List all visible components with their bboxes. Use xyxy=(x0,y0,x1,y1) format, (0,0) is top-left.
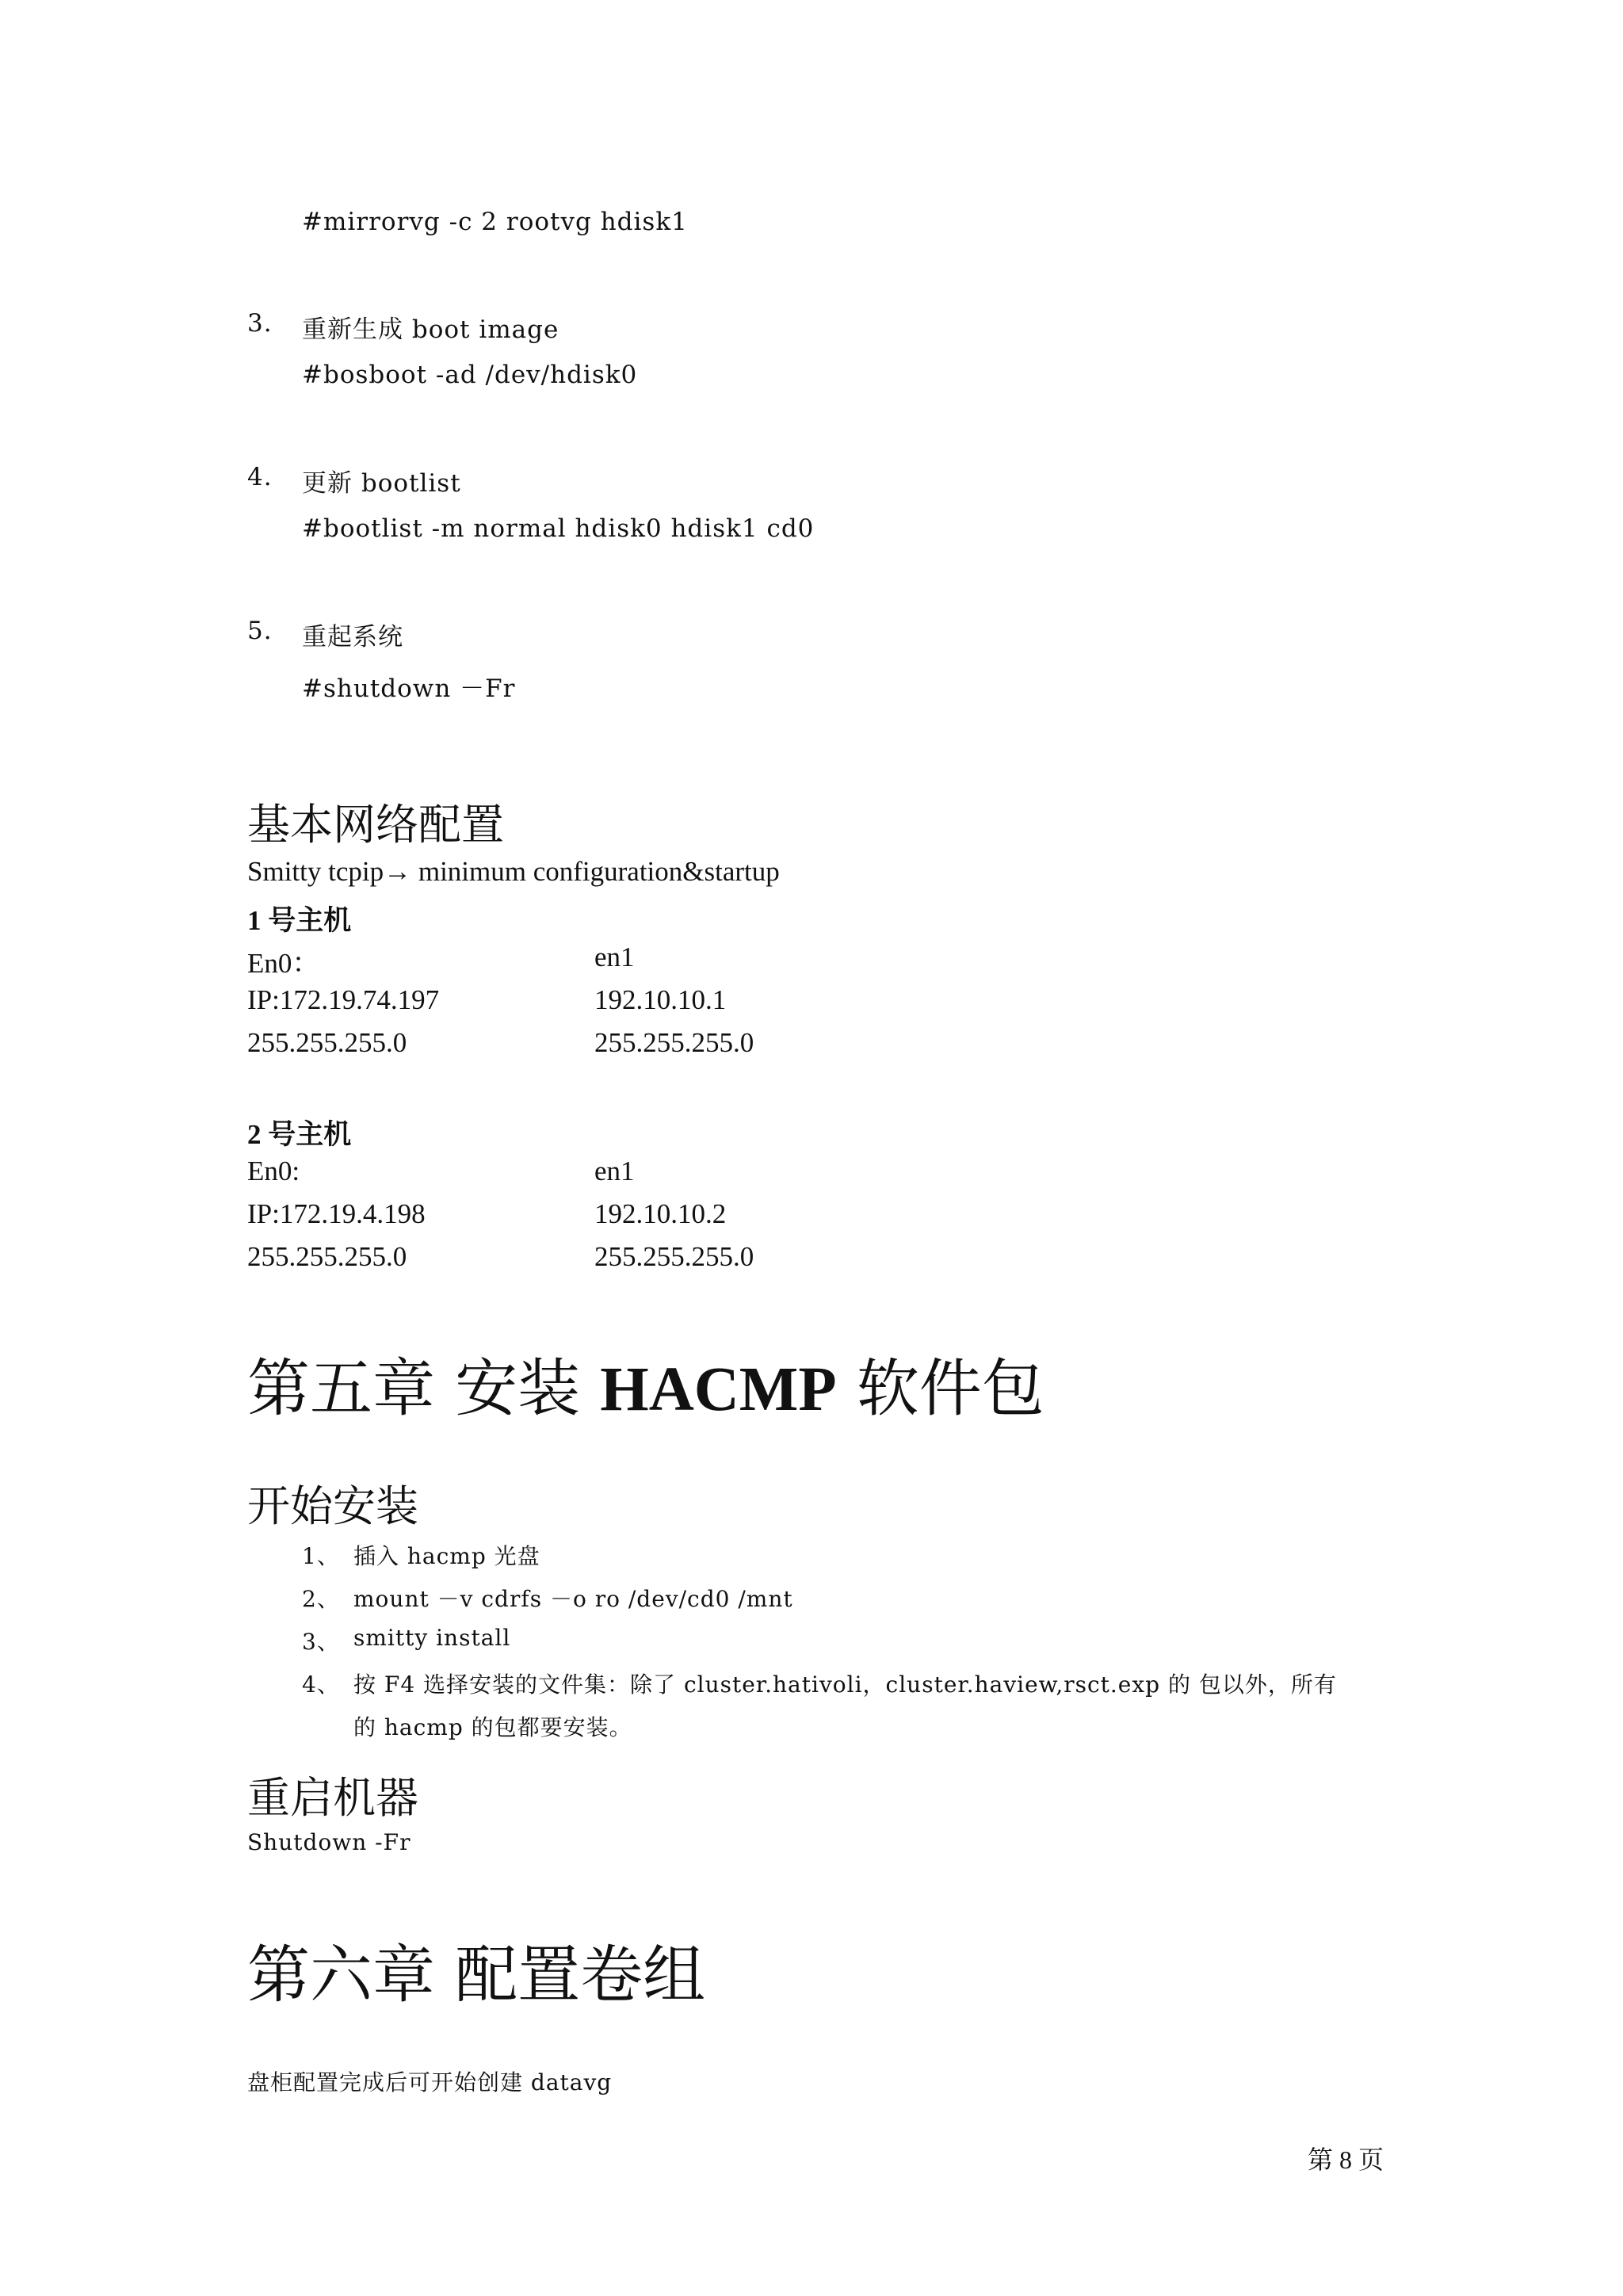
install-heading: 开始安装 xyxy=(247,1481,418,1531)
step-3-number: 3. xyxy=(247,309,273,338)
host2-row3-right: 255.255.255.0 xyxy=(594,1241,754,1272)
step-5-title: 重起系统 xyxy=(302,623,403,651)
reboot-heading: 重启机器 xyxy=(247,1773,418,1823)
install-item-2-text: mount －v cdrfs －o ro /dev/cd0 /mnt xyxy=(353,1586,793,1612)
chapter5-suffix: 软件包 xyxy=(856,1352,1044,1425)
step-5-number: 5. xyxy=(247,617,273,645)
host1-row3-left: 255.255.255.0 xyxy=(247,1027,407,1058)
install-item-3-text: smitty install xyxy=(353,1625,511,1651)
step-4-command: #bootlist -m normal hdisk0 hdisk1 cd0 xyxy=(302,514,815,543)
step-5-command: #shutdown －Fr xyxy=(302,674,516,703)
install-item-1-text: 插入 hacmp 光盘 xyxy=(353,1543,540,1569)
step-4-title: 更新 bootlist xyxy=(302,469,461,498)
chapter5-prefix: 第五章 安装 xyxy=(247,1352,581,1425)
reboot-command: Shutdown -Fr xyxy=(247,1829,411,1855)
host1-row2-right: 192.10.10.1 xyxy=(594,984,727,1015)
chapter6-title: 第六章 配置卷组 xyxy=(247,1939,706,2011)
host2-row2-left: IP:172.19.4.198 xyxy=(247,1198,426,1229)
install-item-4-number: 4、 xyxy=(302,1671,340,1698)
step-4-number: 4. xyxy=(247,463,273,491)
code-mirrorvg: #mirrorvg -c 2 rootvg hdisk1 xyxy=(302,208,688,236)
host1-row1-left: En0： xyxy=(247,948,320,979)
host1-title: 1 号主机 xyxy=(247,905,352,936)
host2-row2-right: 192.10.10.2 xyxy=(594,1198,727,1229)
install-item-2-number: 2、 xyxy=(302,1586,340,1612)
closing-line: 盘柜配置完成后可开始创建 datavg xyxy=(247,2069,613,2095)
host1-row3-right: 255.255.255.0 xyxy=(594,1027,754,1058)
chapter5-latin: HACMP xyxy=(600,1355,837,1424)
install-item-3-number: 3、 xyxy=(302,1629,340,1655)
step-3-command: #bosboot -ad /dev/hdisk0 xyxy=(302,361,638,389)
install-item-1-number: 1、 xyxy=(302,1543,340,1569)
install-item-4-continuation: 的 hacmp 的包都要安装。 xyxy=(353,1714,632,1740)
network-heading: 基本网络配置 xyxy=(247,800,504,850)
page-number: 第 8 页 xyxy=(1308,2145,1384,2174)
host2-row3-left: 255.255.255.0 xyxy=(247,1241,407,1272)
step-3-title: 重新生成 boot image xyxy=(302,315,559,344)
smitty-tcpip-line: Smitty tcpip→ minimum configuration&startup xyxy=(247,856,780,887)
host1-row1-right: en1 xyxy=(594,942,635,972)
host2-title: 2 号主机 xyxy=(247,1119,352,1150)
host2-row1-right: en1 xyxy=(594,1156,635,1186)
chapter5-title xyxy=(247,1338,1044,1428)
install-item-4-text: 按 F4 选择安装的文件集：除了 cluster.hativoli，cluster.haview,rsct.exp 的 包以外，所有 xyxy=(353,1671,1337,1698)
host2-row1-left: En0: xyxy=(247,1156,300,1186)
host1-row2-left: IP:172.19.74.197 xyxy=(247,984,440,1015)
